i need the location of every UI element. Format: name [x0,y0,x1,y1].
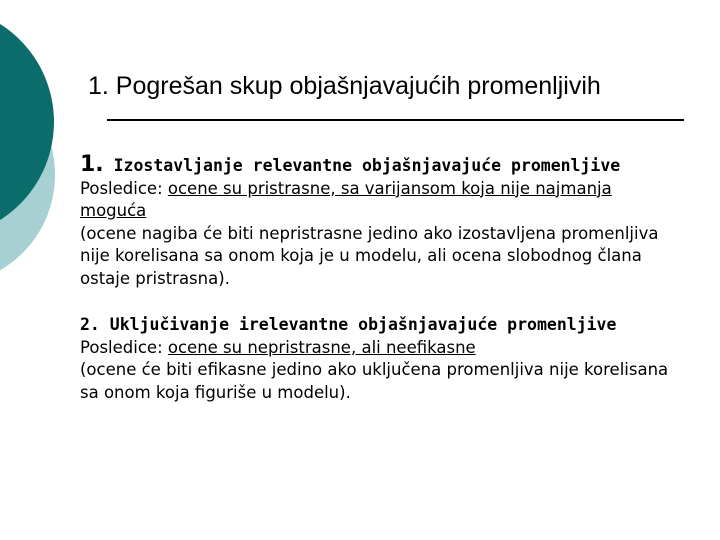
section-2-note: (ocene će biti efikasne jedino ako uključena promenljiva nije korelisana sa onom koja figuriše u modelu). [80,360,669,402]
section-1-note: (ocene nagiba će biti nepristrasne jedino ako izostavljena promenljiva nije korelisana sa onom koja je u modelu, ali ocena slobodnog člana ostaje pristrasna). [80,223,659,288]
section-2-heading: 2. Uključivanje irelevantne objašnjavajuće promenljive [80,315,617,334]
section-2-consequence-label: Posledice: [80,337,168,357]
slide-content [80,154,680,404]
section-1-consequences [80,178,680,223]
section-1-consequence-label: Posledice: [80,178,168,198]
title-underline-divider [107,119,684,121]
section-2-consequence-text: ocene su nepristrasne, ali neefikasne [167,337,476,357]
section-gap [80,290,680,314]
section-1-consequence-text: ocene su pristrasne, sa varijansom koja nije najmanja moguća [80,178,612,220]
slide-title: 1. Pogrešan skup objašnjavajućih promenljivih [88,72,601,100]
section-1-heading-text: Izostavljanje relevantne objašnjavajuće promenljive [103,156,621,175]
section-1-heading [80,154,680,178]
section-1-number: 1. [80,152,104,177]
section-2-consequences [80,337,680,360]
